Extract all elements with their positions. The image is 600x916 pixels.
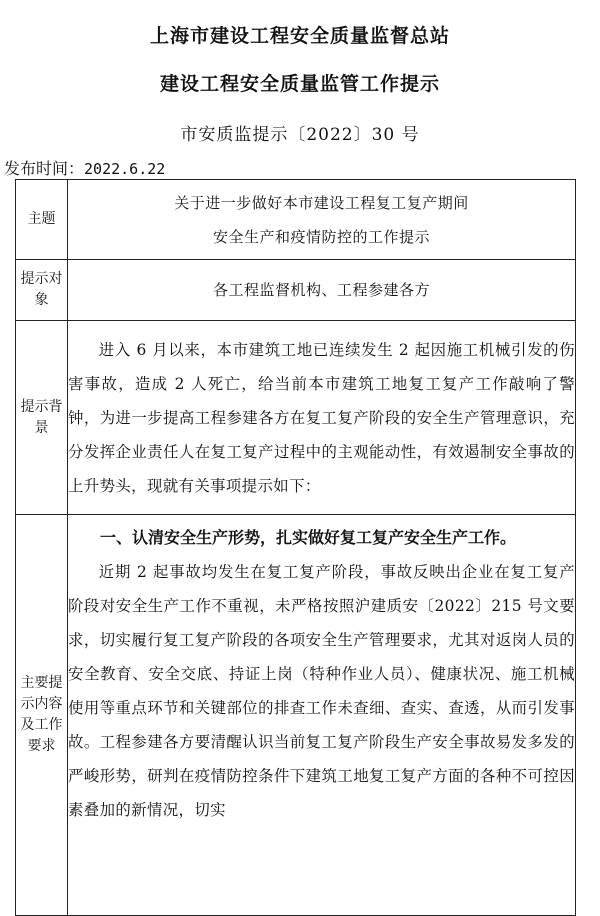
subject-content bbox=[68, 180, 576, 260]
document-title: 建设工程安全质量监管工作提示 bbox=[159, 73, 440, 95]
notice-table bbox=[15, 179, 576, 916]
target-label: 提示对象 bbox=[16, 260, 68, 321]
main-content bbox=[68, 515, 576, 916]
main-label: 主要提示内容及工作要求 bbox=[16, 515, 68, 916]
target-text: 各工程监督机构、工程参建各方 bbox=[212, 281, 430, 299]
subject-line-1: 关于进一步做好本市建设工程复工复产期间 bbox=[174, 193, 469, 212]
publish-date-label: 发布时间： bbox=[4, 159, 85, 178]
main-row bbox=[16, 515, 576, 916]
target-content bbox=[68, 260, 576, 321]
section-1-heading: 一、认清安全生产形势，扎实做好复工复产安全生产工作。 bbox=[100, 528, 517, 547]
background-row bbox=[16, 321, 576, 515]
publish-date-value: 2022.6.22 bbox=[84, 160, 166, 178]
section-1-paragraph: 近期 2 起事故均发生在复工复产阶段，事故反映出企业在复工复产阶段对安全生产工作不重视，未严格按照沪建质安〔2022〕215 号文要求，切实履行复工复产阶段的各项安全生产管理要求，尤其对返岗人员的安全教育、安全交底、持证上岗（特种作业人员）、健康状况、施工机械使用等重点环节和关键部位的排查工作未查细、查实、查透，从而引发事故。工程参建各方要清醒认识当前复工复产阶段生产安全事故易发多发的严峻形势，研判在疫情防控条件下建筑工地复工复产方面的各种不可控因素叠加的新情况，切实 bbox=[68, 563, 575, 819]
subject-label: 主题 bbox=[16, 180, 68, 260]
subject-row bbox=[16, 180, 576, 260]
document-number: 市安质监提示〔2022〕30 号 bbox=[180, 125, 420, 145]
subject-line-2: 安全生产和疫情防控的工作提示 bbox=[212, 227, 430, 246]
publish-date-line bbox=[4, 156, 165, 179]
background-content bbox=[68, 321, 576, 515]
target-row bbox=[16, 260, 576, 321]
background-label: 提示背景 bbox=[16, 321, 68, 515]
organization-title: 上海市建设工程安全质量监督总站 bbox=[149, 25, 450, 47]
background-paragraph: 进入 6 月以来，本市建筑工地已连续发生 2 起因施工机械引发的伤害事故，造成 2 人死亡，给当前本市建筑工地复工复产工作敲响了警钟，为进一步提高工程参建各方在复工复产阶段的安全生产管理意识，充分发挥企业责任人在复工复产过程中的主观能动性，有效遏制安全事故的上升势头，现就有关事项提示如下： bbox=[68, 340, 575, 495]
